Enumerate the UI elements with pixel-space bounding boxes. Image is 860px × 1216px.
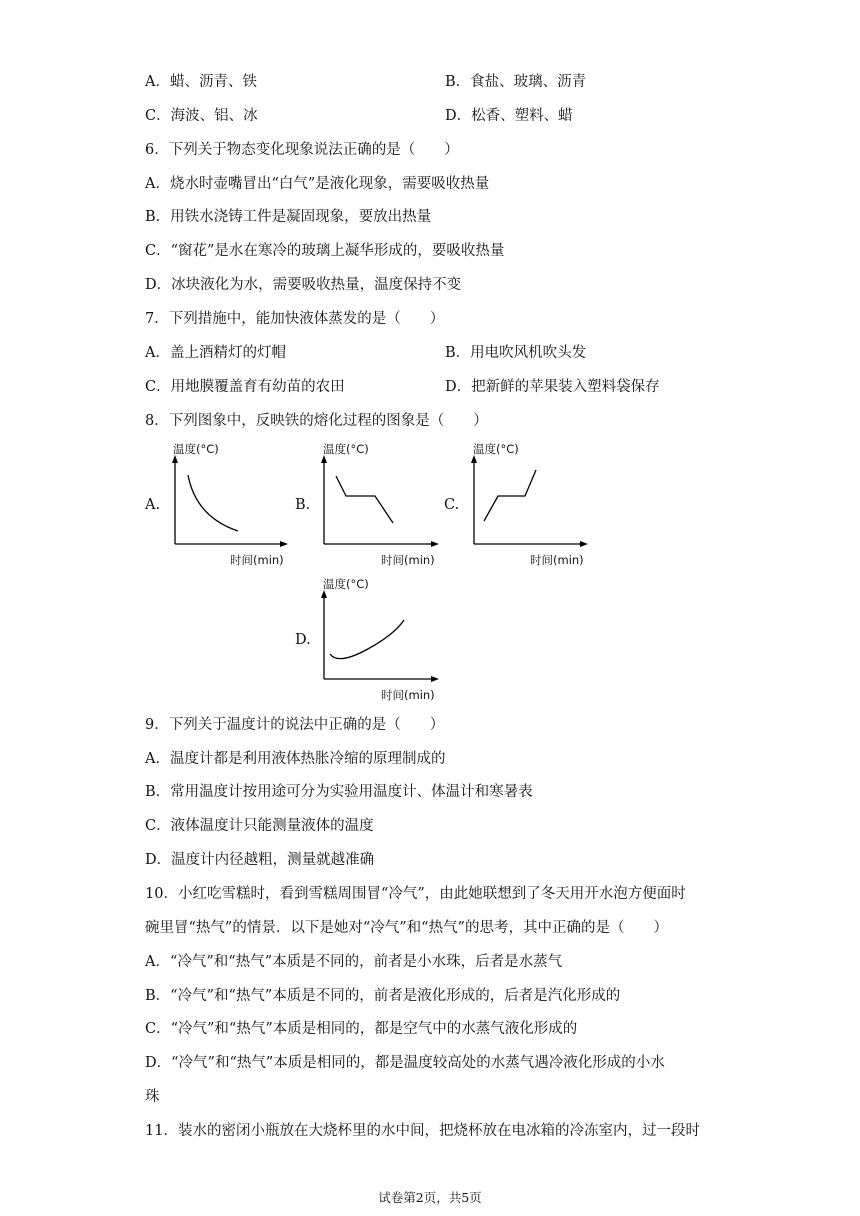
graph-c-x-label: 时间(min) [530, 553, 584, 567]
q10-option-d-line2: 珠 [145, 1089, 160, 1105]
q5-option-a: A．蜡、沥青、铁 [145, 74, 257, 90]
q10-option-b: B．“冷气”和“热气”本质是不同的，前者是液化形成的，后者是汽化形成的 [145, 988, 621, 1004]
q10-stem-line1: 10．小红吃雪糕时，看到雪糕周围冒“冷气”，由此她联想到了冬天用开水泡方便面时 [145, 886, 686, 902]
q6-option-d: D．冰块液化为水，需要吸收热量，温度保持不变 [145, 277, 462, 293]
graph-d-curve [330, 620, 404, 659]
q6-option-a: A．烧水时壶嘴冒出“白气”是液化现象，需要吸收热量 [145, 176, 490, 192]
q5-option-c: C．海波、铝、冰 [145, 108, 258, 124]
graph-d-axes [321, 590, 439, 682]
graph-c-label: C. [444, 497, 460, 513]
q9-option-b: B．常用温度计按用途可分为实验用温度计、体温计和寒暑表 [145, 784, 533, 800]
q7-option-a: A．盖上酒精灯的灯帽 [145, 345, 286, 361]
q6-option-b: B．用铁水浇铸工件是凝固现象，要放出热量 [145, 209, 432, 225]
graph-c-y-label: 温度(°C) [473, 442, 519, 456]
graph-d-x-label: 时间(min) [381, 688, 435, 702]
q10-option-c: C．“冷气”和“热气”本质是相同的，都是空气中的水蒸气液化形成的 [145, 1021, 578, 1037]
q8-stem: 8．下列图象中，反映铁的熔化过程的图象是（ ） [145, 413, 488, 429]
q11-stem-line1: 11．装水的密闭小瓶放在大烧杯里的水中间，把烧杯放在电冰箱的冷冻室内，过一段时 [145, 1123, 700, 1139]
q7-option-b: B．用电吹风机吹头发 [445, 345, 587, 361]
graph-a-x-label: 时间(min) [230, 553, 284, 567]
q6-stem: 6．下列关于物态变化现象说法正确的是（ ） [145, 142, 459, 158]
q9-option-d: D．温度计内径越粗，测量就越准确 [145, 852, 375, 868]
graph-b-x-label: 时间(min) [381, 553, 435, 567]
q7-option-d: D．把新鲜的苹果装入塑料袋保存 [445, 379, 660, 395]
q7-option-c: C．用地膜覆盖育有幼苗的农田 [145, 379, 345, 395]
graph-b-label: B. [295, 497, 311, 513]
graph-a-y-label: 温度(°C) [173, 442, 219, 456]
q9-option-a: A．温度计都是利用液体热胀冷缩的原理制成的 [145, 751, 446, 767]
graph-d-y-label: 温度(°C) [323, 577, 369, 591]
graph-d-label: D. [295, 632, 311, 648]
q10-stem-line2: 碗里冒“热气”的情景．以下是她对“冷气”和“热气”的思考，其中正确的是（ ） [145, 920, 668, 936]
q7-stem: 7．下列措施中，能加快液体蒸发的是（ ） [145, 311, 445, 327]
q10-option-a: A．“冷气”和“热气”本质是不同的，前者是小水珠，后者是水蒸气 [145, 954, 563, 970]
q9-stem: 9．下列关于温度计的说法中正确的是（ ） [145, 717, 445, 733]
page-footer: 试卷第2页，共5页 [378, 1190, 482, 1205]
graph-a-label: A. [145, 497, 161, 513]
q10-option-d-line1: D．“冷气”和“热气”本质是相同的，都是温度较高处的水蒸气遇冷液化形成的小水 [145, 1055, 665, 1071]
graph-b-y-label: 温度(°C) [323, 442, 369, 456]
q5-option-d: D．松香、塑料、蜡 [445, 108, 573, 124]
q9-option-c: C．液体温度计只能测量液体的温度 [145, 818, 374, 834]
q5-option-b: B．食盐、玻璃、沥青 [445, 74, 587, 90]
q6-option-c: C．“窗花”是水在寒冷的玻璃上凝华形成的，要吸收热量 [145, 243, 505, 259]
